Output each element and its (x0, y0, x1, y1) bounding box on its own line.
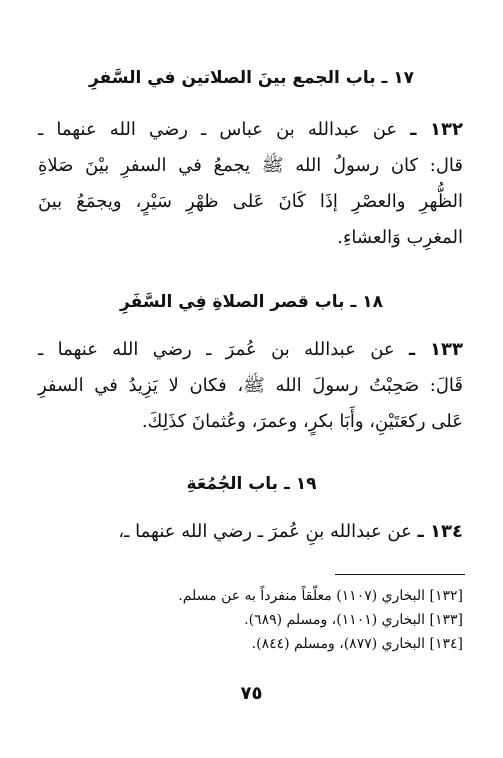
hadith-132-line-2: قال: كان رسولُ الله ﷺ يجمعُ في السفرِ بيْنَ صَلاةِ (38, 155, 463, 176)
hadith-134-line-1: ١٣٤ ـ عن عبدالله بنِ عُمرَ ـ رضي الله عنهما ـ، (118, 521, 463, 542)
footnote-133: [١٣٣] البخاري (١١٠١)، ومسلم (٦٨٩). (244, 612, 463, 628)
hadith-number: ١٣٢ ـ (410, 119, 463, 140)
footnotes (40, 584, 463, 656)
footnote-separator (335, 574, 465, 575)
footnote-134: [١٣٤] البخاري (٨٧٧)، ومسلم (٨٤٤). (251, 636, 463, 652)
section-heading-17: ١٧ ـ باب الجمع بينَ الصلاتين في السَّفرِ (88, 68, 415, 88)
section-heading-18: ١٨ ـ باب قصر الصلاةِ فِي السَّفَرِ (120, 292, 383, 312)
section-heading-19: ١٩ ـ باب الجُمُعَةِ (186, 474, 317, 494)
hadith-133-line-2: قَالَ: صَحِبْتُ رسولَ الله ﷺ، فكان لا يَزِيدُ في السفرِ (38, 375, 463, 396)
hadith-133-line-1: ١٣٣ ـ عن عبدالله بن عُمرَ ـ رضي الله عنهما ـ (38, 339, 463, 360)
hadith-132-line-3: الظُّهرِ والعصْرِ إذَا كَانَ عَلى ظهْرِ سَيْرٍ، ويجمَعُ بينَ (38, 191, 463, 212)
hadith-132 (38, 112, 463, 256)
hadith-133-line-3: عَلى ركعَتَيْنِ، وأَبَا بكرٍ، وعمرَ، وعُثمانَ كذَلِكَ. (141, 411, 463, 432)
hadith-134 (38, 514, 463, 550)
footnote-132: [١٣٢] البخاري (١١٠٧) معلّقاً منفرداً به عن مسلم. (178, 588, 463, 604)
hadith-132-line-1: ١٣٢ ـ عن عبدالله بن عباس ـ رضي الله عنهما ـ (38, 119, 463, 140)
page-number: ٧٥ (240, 683, 263, 704)
hadith-number: ١٣٣ ـ (408, 339, 463, 360)
hadith-132-line-4: المغرِب وَالعشاءِ. (337, 227, 463, 248)
hadith-133 (38, 332, 463, 440)
hadith-number: ١٣٤ ـ (417, 521, 463, 542)
